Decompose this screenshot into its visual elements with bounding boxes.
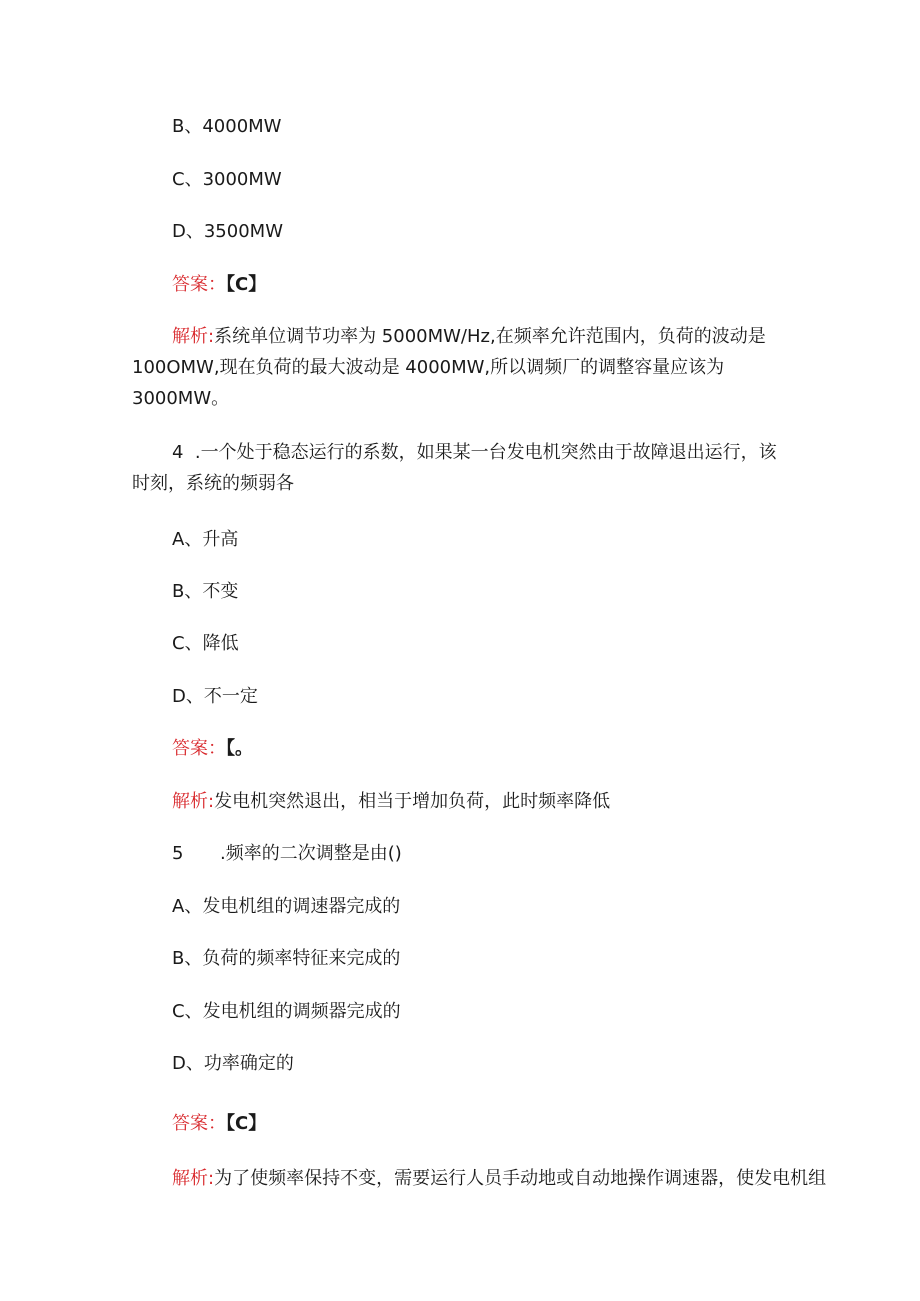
- question-text: .一个处于稳态运行的系数，如果某一台发电机突然由于故障退出运行，该时刻，系统的频弱各: [132, 442, 777, 494]
- q4-question: [132, 437, 782, 499]
- answer-value: 【C】: [226, 1113, 267, 1134]
- answer-value: 【C】: [226, 274, 267, 295]
- question-number: 4: [172, 442, 184, 463]
- q5-option-c: C、发电机组的调频器完成的: [172, 1001, 401, 1022]
- q4-answer: [172, 736, 253, 762]
- q5-option-d: D、功率确定的: [172, 1053, 294, 1074]
- question-number: 5: [172, 843, 184, 864]
- q4-option-b: B、不变: [172, 581, 239, 602]
- q5-question: [172, 841, 402, 867]
- question-text: .频率的二次调整是由(): [220, 843, 402, 864]
- q3-answer: [172, 272, 266, 298]
- analysis-label: 解析:: [172, 326, 215, 347]
- analysis-label: 解析:: [172, 791, 215, 812]
- q4-option-d: D、不一定: [172, 686, 258, 707]
- q4-option-a: A、升高: [172, 529, 239, 550]
- q3-option-b: B、4000MW: [172, 116, 282, 137]
- analysis-text: 为了使频率保持不变，需要运行人员手动地或自动地操作调速器，使发电机组: [214, 1168, 827, 1189]
- q5-analysis: [172, 1166, 826, 1192]
- q4-option-c: C、降低: [172, 633, 239, 654]
- q3-option-c: C、3000MW: [172, 169, 282, 190]
- analysis-label: 解析:: [172, 1168, 215, 1189]
- q5-answer: [172, 1111, 266, 1137]
- answer-label: 答案：: [172, 738, 226, 759]
- answer-label: 答案：: [172, 1113, 226, 1134]
- answer-label: 答案：: [172, 274, 226, 295]
- q5-option-a: A、发电机组的调速器完成的: [172, 896, 401, 917]
- q3-analysis: [132, 321, 782, 414]
- q4-analysis: [172, 789, 610, 815]
- q5-option-b: B、负荷的频率特征来完成的: [172, 948, 401, 969]
- analysis-text: 发电机突然退出，相当于增加负荷，此时频率降低: [214, 791, 611, 812]
- answer-value: 【。: [226, 738, 253, 759]
- q3-option-d: D、3500MW: [172, 221, 283, 242]
- analysis-text: 系统单位调节功率为 5000MW/Hz,在频率允许范围内，负荷的波动是 100OMW,现在负荷的最大波动是 4000MW,所以调频厂的调整容量应该为 3000MW。: [132, 326, 766, 409]
